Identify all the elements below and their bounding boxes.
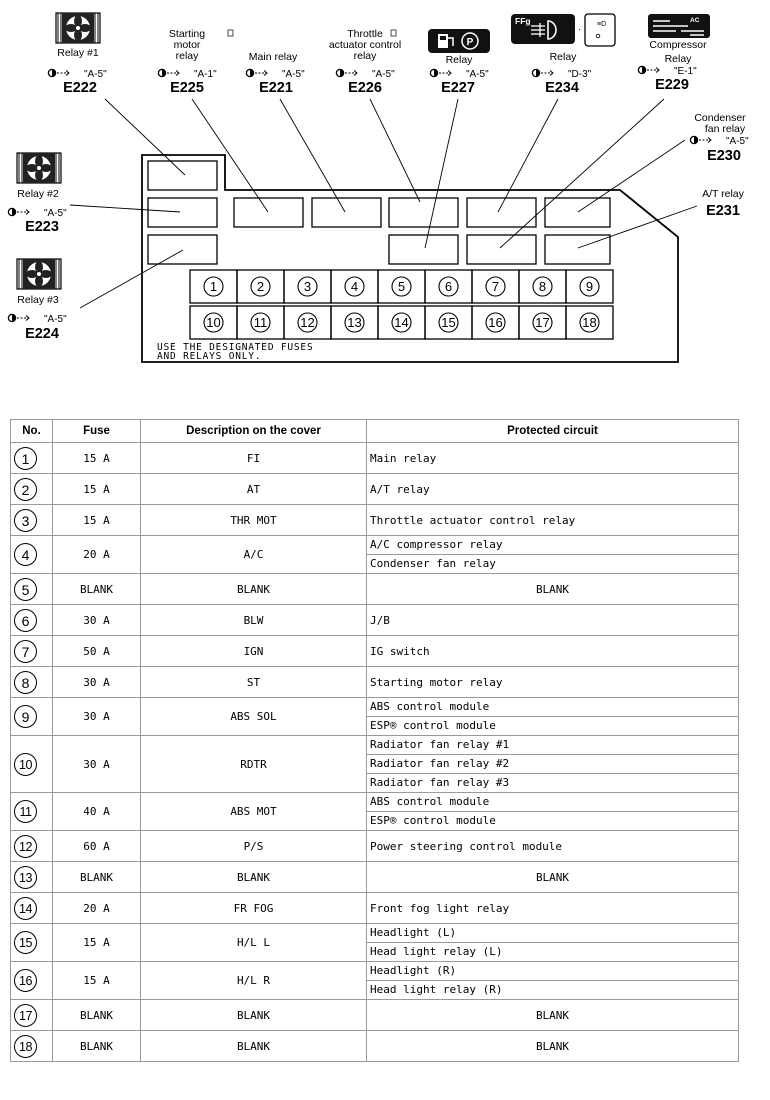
header-protected-circuit: Protected circuit <box>367 420 739 443</box>
relay2-label: Relay #2 <box>17 188 59 200</box>
cover-description: ABS MOT <box>141 793 367 831</box>
table-row <box>11 831 739 862</box>
cover-description: THR MOT <box>141 505 367 536</box>
slot-e231 <box>545 235 610 264</box>
protected-circuit: Condenser fan relay <box>367 554 738 573</box>
protected-circuit-cell <box>367 505 739 536</box>
row-number: 6 <box>14 609 37 632</box>
table-row <box>11 505 739 536</box>
slot-e226 <box>389 198 458 227</box>
protected-circuit: BLANK <box>535 870 570 884</box>
cover-description: AT <box>141 474 367 505</box>
protected-circuit: Front fog light relay <box>370 901 510 915</box>
table-row <box>11 893 739 924</box>
main-relay-ref: "A-5" <box>282 69 305 80</box>
fuel-pump-icon <box>428 29 490 53</box>
throttle-code: E226 <box>348 80 382 96</box>
fuse-number: 10 <box>206 315 221 330</box>
eye-arrow-icon <box>158 69 179 76</box>
condenser-label-1: Condenser <box>694 112 746 124</box>
at-relay-code: E231 <box>706 203 740 219</box>
condenser-code: E230 <box>707 148 741 164</box>
cover-description: ST <box>141 667 367 698</box>
protected-circuit-cell <box>367 962 739 1000</box>
throttle-ref: "A-5" <box>372 69 395 80</box>
cover-description: P/S <box>141 831 367 862</box>
table-row <box>11 862 739 893</box>
protected-circuit: BLANK <box>535 1039 570 1053</box>
e227-code: E227 <box>441 80 475 96</box>
row-number: 10 <box>14 753 37 776</box>
box-note-line-1: USE THE DESIGNATED FUSES <box>157 342 314 353</box>
row-number-cell <box>11 636 53 667</box>
starting-motor-code: E225 <box>170 80 204 96</box>
slot-e234 <box>467 198 536 227</box>
protected-circuit-cell <box>367 924 739 962</box>
fuse-rating: BLANK <box>53 1000 141 1031</box>
protected-circuit-cell <box>367 793 739 831</box>
compressor-icon <box>648 14 710 38</box>
fuse-grid <box>190 270 613 339</box>
fuse-rating: BLANK <box>53 574 141 605</box>
protected-circuit: Head light relay (R) <box>367 980 738 999</box>
fuse-number: 18 <box>582 315 597 330</box>
fuse-number: 3 <box>303 279 312 294</box>
row-number-cell <box>11 1031 53 1062</box>
table-row <box>11 474 739 505</box>
fuse-number: 16 <box>488 315 503 330</box>
table-header-row <box>11 420 739 443</box>
protected-circuit-cell <box>367 667 739 698</box>
fuse-rating: 15 A <box>53 962 141 1000</box>
row-number: 3 <box>14 509 37 532</box>
protected-circuit-cell <box>367 474 739 505</box>
row-number-cell <box>11 862 53 893</box>
protected-circuit: A/T relay <box>370 482 430 496</box>
eye-arrow-icon <box>336 69 357 76</box>
row-number-cell <box>11 505 53 536</box>
row-number-cell <box>11 793 53 831</box>
row-number: 14 <box>14 897 37 920</box>
protected-circuit: Radiator fan relay #3 <box>367 773 738 792</box>
compressor-label-1: Compressor <box>649 39 707 51</box>
row-number-cell <box>11 667 53 698</box>
fuse-number: 4 <box>350 279 359 294</box>
row-number: 11 <box>14 800 37 823</box>
eye-arrow-icon <box>690 136 711 143</box>
protected-circuit-cell <box>367 736 739 793</box>
protected-circuit: BLANK <box>535 582 570 596</box>
row-number: 5 <box>14 578 37 601</box>
row-number: 1 <box>14 447 37 470</box>
slot-e222 <box>148 161 217 190</box>
fuse-number: 1 <box>209 279 218 294</box>
table-row <box>11 962 739 1000</box>
relay3-label: Relay #3 <box>17 294 59 306</box>
svg-text:FFg: FFg <box>515 16 531 26</box>
protected-circuit-cell <box>367 1031 739 1062</box>
e227-ref: "A-5" <box>466 69 489 80</box>
table-row <box>11 924 739 962</box>
row-number-cell <box>11 831 53 862</box>
eye-arrow-icon <box>246 69 267 76</box>
row-number-cell <box>11 474 53 505</box>
table-row <box>11 636 739 667</box>
protected-circuit: Starting motor relay <box>370 675 503 689</box>
fuse-number: 9 <box>585 279 594 294</box>
protected-circuit-cell <box>367 831 739 862</box>
header-no: No. <box>11 420 53 443</box>
svg-text:AC: AC <box>690 17 700 24</box>
row-number-cell <box>11 962 53 1000</box>
cover-description: H/L L <box>141 924 367 962</box>
relay-slots <box>148 161 610 264</box>
throttle-label-1: Throttle <box>347 28 383 40</box>
protected-circuit: Headlight (R) <box>370 964 457 977</box>
fuse-rating: 20 A <box>53 893 141 924</box>
row-number-cell <box>11 736 53 793</box>
e234-ref: "D-3" <box>568 69 592 80</box>
fuse-number: 6 <box>444 279 453 294</box>
fan-icon <box>17 153 61 183</box>
fog-light-icon <box>511 14 575 44</box>
fuse-rating: 50 A <box>53 636 141 667</box>
box-note-line-2: AND RELAYS ONLY. <box>157 351 262 362</box>
protected-circuit: BLANK <box>535 1008 570 1022</box>
fuse-number: 2 <box>256 279 265 294</box>
eye-arrow-icon <box>8 208 29 215</box>
fuse-rating: 15 A <box>53 924 141 962</box>
eye-arrow-icon <box>532 69 553 76</box>
table-row <box>11 736 739 793</box>
e227-label: Relay <box>445 54 473 66</box>
fuse-rating: 20 A <box>53 536 141 574</box>
protected-circuit: J/B <box>370 613 390 627</box>
e234-code: E234 <box>545 80 579 96</box>
protected-circuit: Headlight (L) <box>370 926 457 939</box>
relay1-code: E222 <box>63 80 97 96</box>
protected-circuit: ESP® control module <box>367 716 738 735</box>
leader-lines <box>70 99 697 308</box>
fuse-number: 5 <box>397 279 406 294</box>
row-number: 7 <box>14 640 37 663</box>
slot-e229 <box>467 235 536 264</box>
fuse-number: 8 <box>538 279 547 294</box>
header-description: Description on the cover <box>141 420 367 443</box>
fuse-rating: 30 A <box>53 736 141 793</box>
condenser-label-2: fan relay <box>704 123 746 135</box>
protected-circuit-cell <box>367 574 739 605</box>
fuse-number: 12 <box>300 315 315 330</box>
throttle-label-2: actuator control <box>328 39 402 51</box>
fuse-rating: 40 A <box>53 793 141 831</box>
condenser-ref: "A-5" <box>726 136 749 147</box>
starting-motor-label-1: Starting <box>168 28 206 40</box>
protected-circuit: Head light relay (L) <box>367 942 738 961</box>
row-number-cell <box>11 924 53 962</box>
slot-e223 <box>148 198 217 227</box>
slot-e221 <box>312 198 381 227</box>
cover-description: BLANK <box>141 1031 367 1062</box>
relay1-ref: "A-5" <box>84 69 107 80</box>
fuse-box-diagram <box>0 0 770 375</box>
table-row <box>11 1031 739 1062</box>
fuse-rating: 30 A <box>53 605 141 636</box>
table-row <box>11 667 739 698</box>
svg-text:·: · <box>578 24 581 34</box>
fuse-rating: BLANK <box>53 1031 141 1062</box>
protected-circuit: Radiator fan relay #1 <box>370 738 510 751</box>
relay2-code: E223 <box>25 219 59 235</box>
cover-description: BLANK <box>141 574 367 605</box>
table-row <box>11 536 739 574</box>
eye-arrow-icon <box>638 66 659 73</box>
row-number: 8 <box>14 671 37 694</box>
starting-motor-label-2: motor <box>173 39 201 51</box>
row-number: 16 <box>14 969 37 992</box>
row-number: 15 <box>14 931 37 954</box>
protected-circuit: ESP® control module <box>367 811 738 830</box>
table-row <box>11 1000 739 1031</box>
fuse-number: 13 <box>347 315 362 330</box>
protected-circuit-cell <box>367 636 739 667</box>
row-number-cell <box>11 605 53 636</box>
svg-text:P: P <box>466 37 474 48</box>
eye-arrow-icon <box>8 314 29 321</box>
fuse-rating: 60 A <box>53 831 141 862</box>
fuse-rating: 30 A <box>53 667 141 698</box>
protected-circuit-cell <box>367 1000 739 1031</box>
compressor-label-2: Relay <box>664 53 692 65</box>
table-row <box>11 443 739 474</box>
row-number: 9 <box>14 705 37 728</box>
e234-label: Relay <box>549 51 577 63</box>
protected-circuit-cell <box>367 698 739 736</box>
fuse-number: 17 <box>535 315 550 330</box>
cover-description: FR FOG <box>141 893 367 924</box>
row-number-cell <box>11 1000 53 1031</box>
relay2-ref: "A-5" <box>44 208 67 219</box>
protected-circuit-cell <box>367 536 739 574</box>
cover-description: RDTR <box>141 736 367 793</box>
row-number-cell <box>11 536 53 574</box>
fuse-rating: 30 A <box>53 698 141 736</box>
main-relay-code: E221 <box>259 80 293 96</box>
protected-circuit: Power steering control module <box>370 839 563 853</box>
slot-e225 <box>234 198 303 227</box>
row-number: 17 <box>14 1004 37 1027</box>
table-row <box>11 605 739 636</box>
slot-e230 <box>545 198 610 227</box>
compressor-ref: "E-1" <box>674 66 697 77</box>
cover-description: BLANK <box>141 862 367 893</box>
throttle-label-3: relay <box>353 50 377 62</box>
protected-circuit: IG switch <box>370 644 430 658</box>
row-number: 13 <box>14 866 37 889</box>
row-number: 4 <box>14 543 37 566</box>
row-number-cell <box>11 698 53 736</box>
relay3-ref: "A-5" <box>44 314 67 325</box>
main-relay-label: Main relay <box>248 51 298 63</box>
protected-circuit-cell <box>367 893 739 924</box>
slot-e227 <box>389 235 458 264</box>
cover-description: FI <box>141 443 367 474</box>
row-number-cell <box>11 574 53 605</box>
fuse-number: 7 <box>491 279 500 294</box>
fuse-table <box>10 419 739 1062</box>
protected-circuit-cell <box>367 862 739 893</box>
fan-icon <box>17 259 61 289</box>
slot-e224 <box>148 235 217 264</box>
cover-description: ABS SOL <box>141 698 367 736</box>
row-number: 12 <box>14 835 37 858</box>
fuse-number: 11 <box>253 315 268 330</box>
table-row <box>11 793 739 831</box>
fuse-rating: 15 A <box>53 505 141 536</box>
cover-description: A/C <box>141 536 367 574</box>
cover-description: BLANK <box>141 1000 367 1031</box>
fuse-number: 15 <box>441 315 456 330</box>
row-number-cell <box>11 893 53 924</box>
row-number: 2 <box>14 478 37 501</box>
protected-circuit: A/C compressor relay <box>370 538 503 551</box>
fuse-box-outline <box>142 155 678 362</box>
header-fuse: Fuse <box>53 420 141 443</box>
fuse-rating: 15 A <box>53 443 141 474</box>
eye-arrow-icon <box>48 69 69 76</box>
protected-circuit: Main relay <box>370 451 437 465</box>
relay1-label: Relay #1 <box>57 47 99 59</box>
protected-circuit-cell <box>367 443 739 474</box>
row-number-cell <box>11 443 53 474</box>
svg-text:≡D: ≡D <box>597 21 607 28</box>
protected-circuit: Radiator fan relay #2 <box>367 754 738 773</box>
protected-circuit: ABS control module <box>370 700 490 713</box>
cover-description: H/L R <box>141 962 367 1000</box>
table-row <box>11 698 739 736</box>
fuse-rating: BLANK <box>53 862 141 893</box>
fuse-rating: 15 A <box>53 474 141 505</box>
cover-description: BLW <box>141 605 367 636</box>
protected-circuit: ABS control module <box>370 795 490 808</box>
starting-motor-label-3: relay <box>175 50 199 62</box>
row-number: 18 <box>14 1035 37 1058</box>
relay3-code: E224 <box>25 326 59 342</box>
protected-circuit: Throttle actuator control relay <box>370 513 576 527</box>
fuse-number: 14 <box>394 315 409 330</box>
compressor-code: E229 <box>655 77 689 93</box>
switch-icon <box>585 14 615 46</box>
eye-arrow-icon <box>430 69 451 76</box>
protected-circuit-cell <box>367 605 739 636</box>
table-row <box>11 574 739 605</box>
at-relay-label: A/T relay <box>702 188 744 200</box>
cover-description: IGN <box>141 636 367 667</box>
starting-motor-ref: "A-1" <box>194 69 217 80</box>
fan-icon <box>56 13 100 43</box>
